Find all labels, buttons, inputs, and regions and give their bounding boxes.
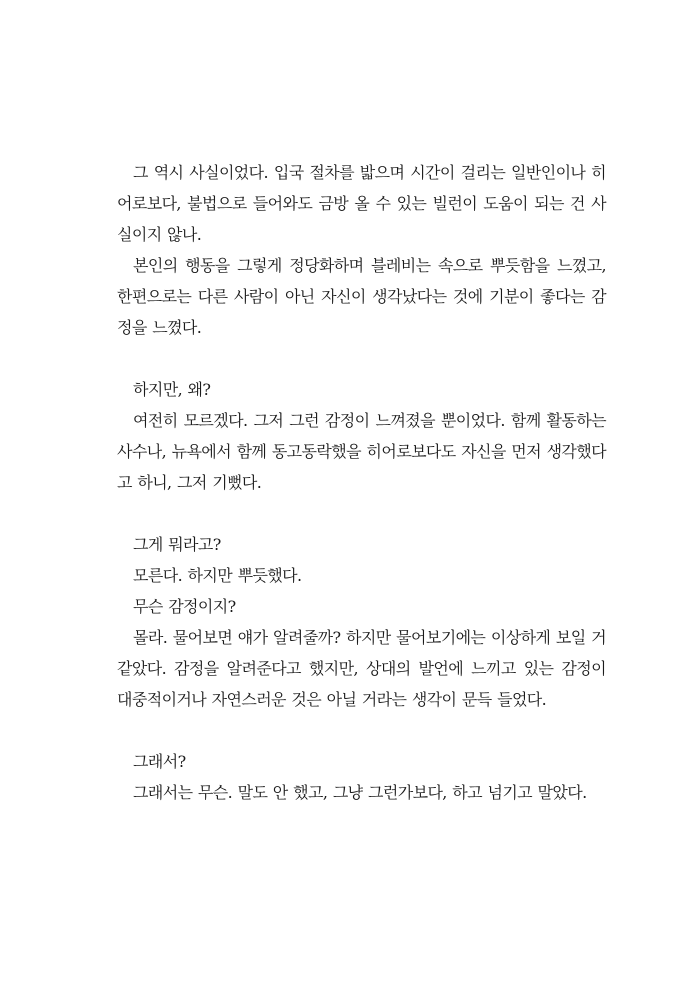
paragraph-break <box>117 715 606 746</box>
body-text <box>117 157 606 808</box>
paragraph-2: 본인의 행동을 그렇게 정당화하며 블레비는 속으로 뿌듯함을 느꼈고, 한편으로는 다른 사람이 아닌 자신이 생각났다는 것에 기분이 좋다는 감정을 느꼈다. <box>117 256 606 337</box>
paragraph-7: 무슨 감정이지? <box>133 597 236 616</box>
paragraph-10: 그래서는 무슨. 말도 안 했고, 그냥 그런가보다, 하고 넘기고 말았다. <box>133 783 587 802</box>
paragraph-break <box>117 498 606 529</box>
paragraph-9: 그래서? <box>133 752 186 771</box>
paragraph-3: 하지만, 왜? <box>133 380 211 399</box>
paragraph-5: 그게 뭐라고? <box>133 535 221 554</box>
paragraph-8: 몰라. 물어보면 얘가 알려줄까? 하지만 물어보기에는 이상하게 보일 거 같았다. 감정을 알려준다고 했지만, 상대의 발언에 느끼고 있는 감정이 대중적이거나 자연스러운 것은 아닐 거라는 생각이 문득 들었다. <box>117 628 606 709</box>
paragraph-1: 그 역시 사실이었다. 입국 절차를 밟으며 시간이 걸리는 일반인이나 히어로보다, 불법으로 들어와도 금방 올 수 있는 빌런이 도움이 되는 건 사실이지 않나. <box>117 163 606 244</box>
paragraph-4: 여전히 모르겠다. 그저 그런 감정이 느껴졌을 뿐이었다. 함께 활동하는 사수나, 뉴욕에서 함께 동고동락했을 히어로보다도 자신을 먼저 생각했다고 하니, 그저 기뻤다. <box>117 411 606 492</box>
paragraph-6: 모른다. 하지만 뿌듯했다. <box>133 566 302 585</box>
paragraph-break <box>117 343 606 374</box>
